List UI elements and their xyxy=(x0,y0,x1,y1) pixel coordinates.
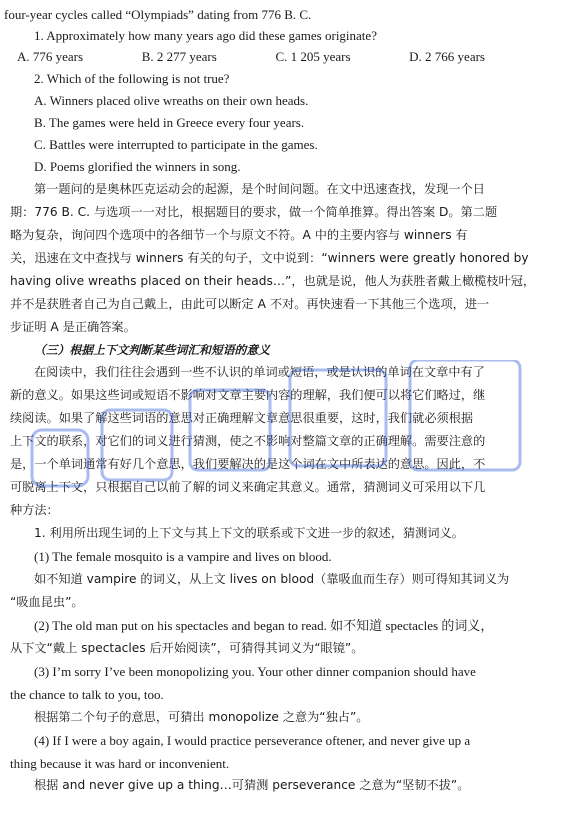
body-line: 种方法： xyxy=(10,503,59,517)
example-1-note: 如不知道 vampire 的词义，从上文 lives on blood（靠吸血而生存）则可得知其词义为 xyxy=(34,572,510,586)
explanation-line: 并不是获胜者自己为自己戴上，由此可以断定 A 不对。再快速看一下其他三个选项，进一 xyxy=(10,297,490,311)
section-heading: （三）根据上下文判断某些词汇和短语的意义 xyxy=(34,343,270,357)
explanation-line: 步证明 A 是正确答案。 xyxy=(10,320,136,334)
example-2: (2) The old man put on his spectacles and began to read. 如不知道 spectacles 的词义， xyxy=(34,618,494,633)
example-4: (4) If I were a boy again, I would practice perseverance oftener, and never give up a xyxy=(34,733,471,748)
option-a: A. 776 years xyxy=(17,49,84,64)
method-1: 1. 利用所出现生词的上下文与其上下文的联系或下文进一步的叙述，猜测词义。 xyxy=(34,526,464,540)
explanation-line: 略为复杂，询问四个选项中的各细节一个与原文不符。A 中的主要内容与 winners 有 xyxy=(10,228,468,242)
body-line: 在阅读中，我们往往会遇到一些不认识的单词或短语，或是认识的单词在文章中有了 xyxy=(34,365,485,379)
question-2-option-a: A. Winners placed olive wreaths on their own heads. xyxy=(34,93,309,108)
body-line: 上下文的联系，对它们的词义进行猜测，使之不影响对整篇文章的正确理解。需要注意的 xyxy=(10,434,486,448)
question-1: 1. Approximately how many years ago did these games originate? xyxy=(34,28,377,43)
explanation-line: 第一题问的是奥林匹克运动会的起源，是个时间问题。在文中迅速查找，发现一个日 xyxy=(34,182,485,196)
example-4-note: 根据 and never give up a thing…可猜测 perseverance 之意为“坚韧不拔”。 xyxy=(34,778,470,792)
body-line: 是，一个单词通常有好几个意思，我们要解决的是这个词在文中所表达的意思。因此，不 xyxy=(10,457,486,471)
example-3-note: 根据第二个句子的意思，可猜出 monopolize 之意为“独占”。 xyxy=(34,710,369,724)
option-b: B. 2 277 years xyxy=(141,49,217,64)
example-3: the chance to talk to you, too. xyxy=(10,687,164,702)
question-2-option-d: D. Poems glorified the winners in song. xyxy=(34,159,241,174)
option-c: C. 1 205 years xyxy=(275,49,351,64)
body-line: 可脱离上下文，只根据自己以前了解的词义来确定其意义。通常，猜测词义可采用以下几 xyxy=(10,480,486,494)
explanation-line: 期：776 B. C. 与选项一一对比，根据题目的要求，做一个简单推算。得出答案 D。第二题 xyxy=(10,205,498,219)
question-2-option-c: C. Battles were interrupted to participate in the games. xyxy=(34,137,318,152)
question-1-options xyxy=(17,48,485,65)
example-2-note: 从下文“戴上 spectacles 后开始阅读”，可猜得其词义为“眼镜”。 xyxy=(10,641,364,655)
passage-last-line: four-year cycles called “Olympiads” dating from 776 B. C. xyxy=(4,7,312,22)
explanation-line: having olive wreaths placed on their heads…”，也就是说，他人为获胜者戴上橄榄枝叶冠， xyxy=(10,274,536,288)
option-d: D. 2 766 years xyxy=(409,49,485,64)
example-1-note: “吸血昆虫”。 xyxy=(10,595,84,609)
body-line: 新的意义。如果这些词或短语不影响对文章主要内容的理解，我们便可以将它们略过，继 xyxy=(10,388,486,402)
example-3: (3) I’m sorry I’ve been monopolizing you. Your other dinner companion should have xyxy=(34,664,476,679)
example-1: (1) The female mosquito is a vampire and lives on blood. xyxy=(34,549,332,564)
body-line: 续阅读。如果了解这些词语的意思对正确理解文章意思很重要，这时，我们就必须根据 xyxy=(10,411,474,425)
explanation-line: 关，迅速在文中查找与 winners 有关的句子，文中说到：“winners were greatly honored by xyxy=(10,251,529,265)
question-2-option-b: B. The games were held in Greece every four years. xyxy=(34,115,305,130)
example-4: thing because it was hard or inconvenient. xyxy=(10,756,230,771)
question-2: 2. Which of the following is not true? xyxy=(34,71,230,86)
